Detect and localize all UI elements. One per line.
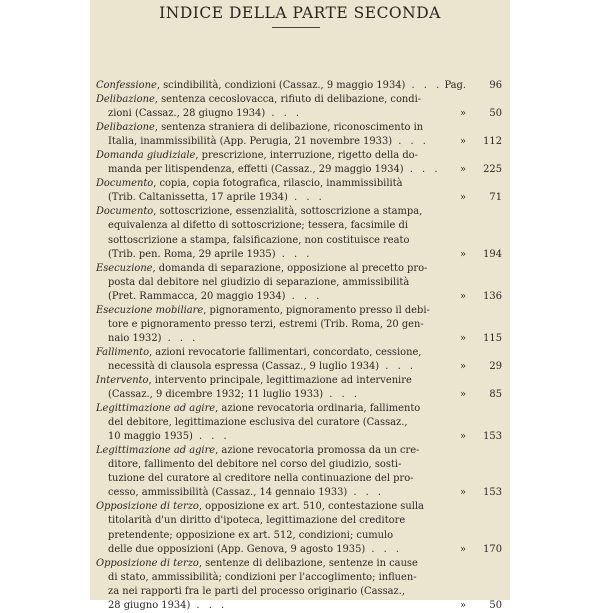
entry-line bbox=[96, 557, 502, 571]
leader-dots: . . . bbox=[287, 192, 325, 204]
entry-text: tore e pignoramento presso terzi, estremi (Trib. Roma, 20 gen- bbox=[108, 318, 424, 330]
entry-line bbox=[96, 402, 502, 416]
book-page bbox=[90, 0, 510, 611]
entry-line bbox=[96, 290, 502, 304]
entry-line bbox=[96, 388, 502, 402]
entry-line bbox=[96, 430, 502, 444]
entry-text: , pignoramento, pignoramento presso il debi- bbox=[203, 304, 430, 316]
entry-heading: Fallimento bbox=[96, 346, 150, 358]
ditto-mark: » bbox=[459, 108, 466, 120]
entry-line bbox=[96, 444, 502, 458]
ditto-mark: » bbox=[459, 290, 466, 302]
page-ref bbox=[444, 79, 502, 93]
entry-heading: Legittimazione ad agire bbox=[96, 403, 216, 415]
title-rule bbox=[272, 27, 320, 28]
entry-heading: Domanda giudiziale bbox=[96, 150, 196, 162]
entry-text: 10 maggio 1935) bbox=[108, 431, 193, 443]
entry-text: sottoscrizione a stampa, falsificazione, non costituisce reato bbox=[108, 234, 410, 246]
index-entries bbox=[96, 79, 502, 613]
entry-text: necessità di clausola espressa (Cassaz., 9 luglio 1934) bbox=[108, 360, 380, 372]
page-ref bbox=[460, 163, 502, 177]
entry-heading: Documento bbox=[96, 206, 154, 218]
entry-line bbox=[96, 585, 502, 599]
page-number: 115 bbox=[483, 332, 502, 344]
index-entry bbox=[96, 149, 502, 177]
page-number: 71 bbox=[489, 192, 502, 204]
page-ref bbox=[460, 360, 502, 374]
entry-text: naio 1932) bbox=[108, 332, 162, 344]
leader-dots: . . . bbox=[347, 487, 385, 499]
index-entry bbox=[96, 402, 502, 444]
entry-text: , prescrizione, interruzione, rigetto della do- bbox=[195, 150, 418, 162]
ditto-mark: » bbox=[459, 192, 466, 204]
entry-line bbox=[96, 149, 502, 163]
entry-text: posta dal debitore nel giudizio di separazione, ammissibilità bbox=[108, 276, 410, 288]
entry-heading: Legittimazione ad agire bbox=[96, 445, 216, 457]
ditto-mark: » bbox=[459, 332, 466, 344]
page-ref bbox=[460, 135, 502, 149]
index-entry bbox=[96, 444, 502, 500]
page-number: 29 bbox=[489, 360, 502, 372]
entry-line bbox=[96, 163, 502, 177]
index-entry bbox=[96, 262, 502, 304]
entry-text: , sentenza straniera di delibazione, riconoscimento in bbox=[154, 122, 424, 134]
entry-text: 28 giugno 1934) bbox=[108, 599, 191, 611]
page-number: 153 bbox=[483, 487, 502, 499]
entry-line bbox=[96, 276, 502, 290]
page-ref bbox=[460, 543, 502, 557]
entry-text: , domanda di separazione, opposizione al precetto pro- bbox=[152, 262, 428, 274]
leader-dots: . . . bbox=[323, 389, 360, 401]
entry-text: , opposizione ex art. 510, contestazione sulla bbox=[198, 501, 424, 513]
index-entry bbox=[96, 177, 502, 205]
entry-heading: Esecuzione bbox=[96, 262, 153, 274]
entry-line bbox=[96, 93, 502, 107]
entry-text: cesso, ammissibilità (Cassaz., 14 gennaio 1933) bbox=[108, 487, 348, 499]
entry-line bbox=[96, 107, 502, 121]
entry-heading: Opposizione di terzo bbox=[96, 557, 199, 569]
ditto-mark: » bbox=[459, 164, 466, 176]
page-title: INDICE DELLA PARTE SECONDA bbox=[159, 4, 441, 22]
page-number: 194 bbox=[483, 248, 502, 260]
entry-text: ditore, fallimento del debitore nel corso del giudizio, sosti- bbox=[108, 459, 402, 471]
entry-text: zioni (Cassaz., 28 giugno 1934) bbox=[108, 108, 266, 120]
entry-line bbox=[96, 472, 502, 486]
entry-text: , azioni revocatorie fallimentari, concordato, cessione, bbox=[149, 346, 422, 358]
entry-line bbox=[96, 318, 502, 332]
entry-text: equivalenza al difetto di sottoscrizione; tessera, facsimile di bbox=[108, 220, 409, 232]
entry-text: (Trib. pen. Roma, 29 aprile 1935) bbox=[108, 248, 276, 260]
entry-line bbox=[96, 346, 502, 360]
entry-line bbox=[96, 486, 502, 500]
entry-heading: Esecuzione mobiliare bbox=[96, 304, 204, 316]
entry-line bbox=[96, 205, 502, 219]
page-ref bbox=[460, 290, 502, 304]
leader-dots: . . . bbox=[192, 431, 230, 443]
entry-text: , sentenza cecoslovacca, rifiuto di delibazione, condi- bbox=[154, 94, 422, 106]
index-entry bbox=[96, 557, 502, 613]
index-entry bbox=[96, 500, 502, 556]
index-entry bbox=[96, 79, 502, 93]
entry-line bbox=[96, 332, 502, 346]
entry-text: , sottoscrizione, essenzialità, sottoscrizione a stampa, bbox=[153, 206, 423, 218]
ditto-mark: » bbox=[459, 599, 466, 611]
entry-heading: Delibazione bbox=[96, 94, 155, 106]
entry-heading: Confessione bbox=[96, 80, 157, 91]
ditto-mark: » bbox=[459, 487, 466, 499]
page-ref bbox=[460, 486, 502, 500]
entry-text: , intervento principale, legittimazione ad intervenire bbox=[148, 374, 412, 386]
page-number: 170 bbox=[483, 543, 502, 555]
entry-text: titolarità d'un diritto d'ipoteca, legittimazione del creditore bbox=[108, 515, 406, 527]
entry-text: del debitore, legittimazione esclusiva del curatore (Cassaz., bbox=[108, 417, 408, 429]
entry-text: , azione revocatoria ordinaria, fallimento bbox=[215, 403, 421, 415]
page-ref bbox=[460, 599, 502, 613]
entry-text: (Cassaz., 9 dicembre 1932; 11 luglio 1933) bbox=[108, 389, 324, 401]
entry-text: , copia, copia fotografica, rilascio, inammissibilità bbox=[153, 178, 403, 190]
entry-text: , sentenze di delibazione, sentenze in cause bbox=[198, 557, 418, 569]
entry-line bbox=[96, 529, 502, 543]
entry-line bbox=[96, 599, 502, 613]
entry-line bbox=[96, 514, 502, 528]
leader-dots: . . . bbox=[190, 599, 228, 611]
entry-text: pretendente; opposizione ex art. 512, condizioni; cumulo bbox=[108, 529, 394, 541]
entry-text: za nei rapporti fra le parti del processo originario (Cassaz., bbox=[108, 585, 406, 597]
page-ref bbox=[460, 332, 502, 346]
entry-text: (Trib. Caltanissetta, 17 aprile 1934) bbox=[108, 192, 288, 204]
entry-line bbox=[96, 543, 502, 557]
page-number: 96 bbox=[489, 80, 502, 91]
entry-line bbox=[96, 571, 502, 585]
entry-heading: Documento bbox=[96, 178, 154, 190]
index-entry bbox=[96, 374, 502, 402]
page-number: 112 bbox=[483, 136, 502, 148]
page-ref bbox=[460, 430, 502, 444]
entry-line bbox=[96, 458, 502, 472]
leader-dots: . . . bbox=[392, 136, 429, 148]
pag-label: Pag. bbox=[444, 80, 466, 91]
entry-line bbox=[96, 416, 502, 430]
entry-line bbox=[96, 177, 502, 191]
leader-dots: . . . bbox=[161, 332, 199, 344]
entry-text: manda per litispendenza, effetti (Cassaz., 29 maggio 1934) bbox=[108, 164, 404, 176]
entry-line bbox=[96, 374, 502, 388]
entry-text: , azione revocatoria promossa da un cre- bbox=[215, 445, 420, 457]
ditto-mark: » bbox=[459, 136, 466, 148]
leader-dots: . . . bbox=[405, 80, 443, 91]
entry-text: , scindibilità, condizioni (Cassaz., 9 maggio 1934) bbox=[156, 80, 406, 91]
index-entry bbox=[96, 304, 502, 346]
entry-text: di stato, ammissibilità; condizioni per l'accoglimento; influen- bbox=[108, 571, 417, 583]
entry-heading: Intervento bbox=[96, 374, 149, 386]
index-entry bbox=[96, 93, 502, 121]
leader-dots: . . . bbox=[379, 360, 417, 372]
entry-line bbox=[96, 121, 502, 135]
entry-text: tuzione del curatore al creditore nella continuazione del pro- bbox=[108, 473, 414, 485]
page-number: 136 bbox=[483, 290, 502, 302]
ditto-mark: » bbox=[459, 543, 466, 555]
entry-line bbox=[96, 191, 502, 205]
page-number: 153 bbox=[483, 431, 502, 443]
page-ref bbox=[460, 248, 502, 262]
ditto-mark: » bbox=[459, 360, 466, 372]
leader-dots: . . . bbox=[365, 543, 403, 555]
index-entry bbox=[96, 205, 502, 261]
ditto-mark: » bbox=[459, 389, 466, 401]
entry-text: Italia, inammissibilità (App. Perugia, 21 novembre 1933) bbox=[108, 136, 393, 148]
entry-line bbox=[96, 262, 502, 276]
page-ref bbox=[460, 107, 502, 121]
entry-line bbox=[96, 79, 502, 93]
entry-text: delle due opposizioni (App. Genova, 9 agosto 1935) bbox=[108, 543, 366, 555]
page-ref bbox=[460, 388, 502, 402]
index-entry bbox=[96, 121, 502, 149]
entry-line bbox=[96, 304, 502, 318]
page-number: 225 bbox=[483, 164, 502, 176]
entry-line bbox=[96, 234, 502, 248]
entry-line bbox=[96, 360, 502, 374]
page-number: 85 bbox=[489, 389, 502, 401]
page-number: 50 bbox=[489, 108, 502, 120]
ditto-mark: » bbox=[459, 248, 466, 260]
ditto-mark: » bbox=[459, 431, 466, 443]
leader-dots: . . . bbox=[275, 248, 313, 260]
entry-heading: Opposizione di terzo bbox=[96, 501, 199, 513]
leader-dots: . . . bbox=[285, 290, 323, 302]
index-entry bbox=[96, 346, 502, 374]
entry-heading: Delibazione bbox=[96, 122, 155, 134]
entry-line bbox=[96, 248, 502, 262]
entry-line bbox=[96, 135, 502, 149]
leader-dots: . . . bbox=[265, 108, 303, 120]
entry-line bbox=[96, 219, 502, 233]
entry-line bbox=[96, 500, 502, 514]
entry-text: (Pret. Rammacca, 20 maggio 1934) bbox=[108, 290, 286, 302]
page-number: 50 bbox=[489, 599, 502, 611]
leader-dots: . . . bbox=[403, 164, 441, 176]
page-ref bbox=[460, 191, 502, 205]
